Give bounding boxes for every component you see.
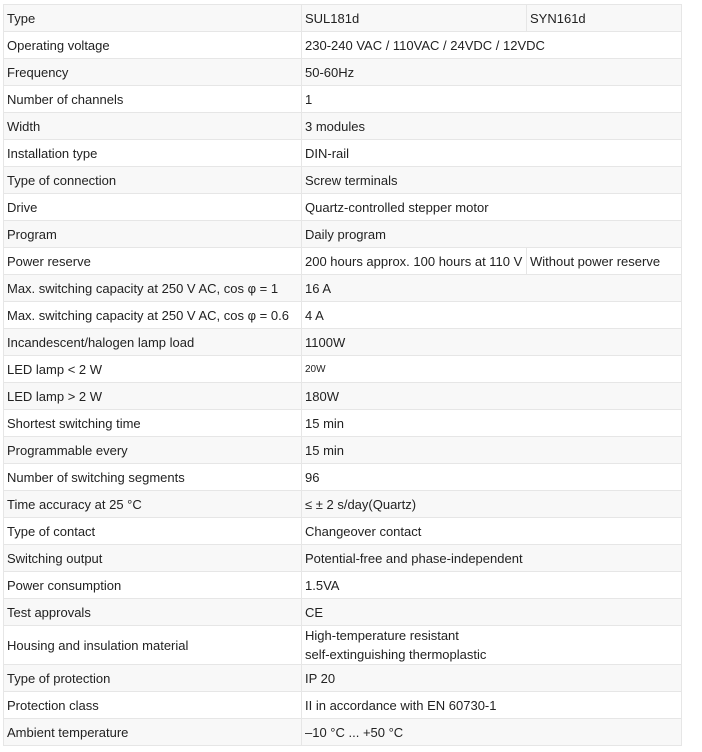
spec-table (3, 4, 682, 746)
table-row (4, 302, 682, 329)
row-label: Type of protection (4, 665, 302, 692)
table-row (4, 5, 682, 32)
row-label: Shortest switching time (4, 410, 302, 437)
row-value: Daily program (302, 221, 682, 248)
row-label: Programmable every (4, 437, 302, 464)
row-value: 96 (302, 464, 682, 491)
table-row (4, 545, 682, 572)
table-row (4, 410, 682, 437)
table-row (4, 437, 682, 464)
row-label: Frequency (4, 59, 302, 86)
table-row (4, 59, 682, 86)
row-value: CE (302, 599, 682, 626)
row-label: Type (4, 5, 302, 32)
table-row (4, 329, 682, 356)
row-label: Power consumption (4, 572, 302, 599)
row-value: 1100W (302, 329, 682, 356)
row-label: Protection class (4, 692, 302, 719)
row-value: SUL181d (302, 5, 527, 32)
table-row (4, 518, 682, 545)
row-label: Number of switching segments (4, 464, 302, 491)
row-value: 3 modules (302, 113, 682, 140)
table-row (4, 86, 682, 113)
row-value: 230-240 VAC / 110VAC / 24VDC / 12VDC (302, 32, 682, 59)
row-label: Type of connection (4, 167, 302, 194)
table-row (4, 140, 682, 167)
row-value: 16 A (302, 275, 682, 302)
row-label: Max. switching capacity at 250 V AC, cos φ = 0.6 (4, 302, 302, 329)
row-label: Program (4, 221, 302, 248)
table-row (4, 248, 682, 275)
row-value-line: High-temperature resistant (305, 628, 459, 643)
row-label: Power reserve (4, 248, 302, 275)
table-row (4, 626, 682, 665)
table-row (4, 275, 682, 302)
row-label: Ambient temperature (4, 719, 302, 746)
table-row (4, 665, 682, 692)
row-label: Number of channels (4, 86, 302, 113)
row-value (302, 626, 682, 665)
row-label: Incandescent/halogen lamp load (4, 329, 302, 356)
table-row (4, 464, 682, 491)
row-value: ≤ ± 2 s/day(Quartz) (302, 491, 682, 518)
table-row (4, 692, 682, 719)
row-label: Housing and insulation material (4, 626, 302, 665)
row-label: LED lamp > 2 W (4, 383, 302, 410)
table-row (4, 599, 682, 626)
table-row (4, 221, 682, 248)
row-value: 20W (302, 356, 682, 383)
row-label: Installation type (4, 140, 302, 167)
table-row (4, 719, 682, 746)
row-value-line: self-extinguishing thermoplastic (305, 647, 487, 662)
row-value: 4 A (302, 302, 682, 329)
row-value: Potential-free and phase-independent (302, 545, 682, 572)
row-value: DIN-rail (302, 140, 682, 167)
row-label: Drive (4, 194, 302, 221)
table-row (4, 383, 682, 410)
table-row (4, 113, 682, 140)
row-label: Width (4, 113, 302, 140)
row-value: Quartz-controlled stepper motor (302, 194, 682, 221)
table-row (4, 356, 682, 383)
row-value: 1.5VA (302, 572, 682, 599)
row-value: Changeover contact (302, 518, 682, 545)
table-row (4, 572, 682, 599)
row-label: Type of contact (4, 518, 302, 545)
row-value: Screw terminals (302, 167, 682, 194)
table-row (4, 167, 682, 194)
row-label: Switching output (4, 545, 302, 572)
row-value: 1 (302, 86, 682, 113)
row-label: Time accuracy at 25 °C (4, 491, 302, 518)
row-value: IP 20 (302, 665, 682, 692)
row-label: Test approvals (4, 599, 302, 626)
table-row (4, 194, 682, 221)
row-value: –10 °C ... +50 °C (302, 719, 682, 746)
row-value: SYN161d (527, 5, 682, 32)
row-label: Operating voltage (4, 32, 302, 59)
table-row (4, 32, 682, 59)
row-value: Without power reserve (527, 248, 682, 275)
row-value: 180W (302, 383, 682, 410)
row-label: LED lamp < 2 W (4, 356, 302, 383)
row-value: II in accordance with EN 60730-1 (302, 692, 682, 719)
table-row (4, 491, 682, 518)
row-value: 15 min (302, 437, 682, 464)
row-value: 200 hours approx. 100 hours at 110 V (302, 248, 527, 275)
row-value: 15 min (302, 410, 682, 437)
row-label: Max. switching capacity at 250 V AC, cos φ = 1 (4, 275, 302, 302)
row-value: 50-60Hz (302, 59, 682, 86)
